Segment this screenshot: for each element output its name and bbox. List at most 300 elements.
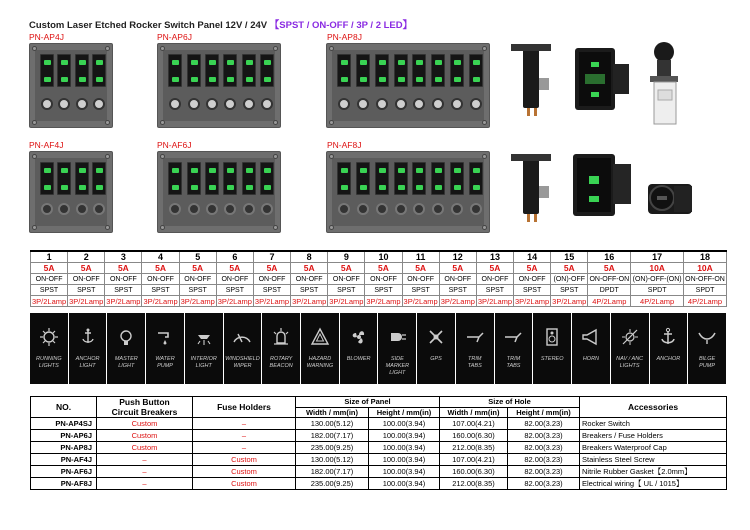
spec-cell-type: ON-OFF <box>253 274 290 285</box>
spec-cell-led: 3P/2Lamp <box>515 296 550 306</box>
circuit-breaker-button[interactable] <box>357 98 369 110</box>
spec-cell-num: 5 <box>179 251 216 263</box>
fuse-holder[interactable] <box>338 203 350 215</box>
panel-rocker-switch[interactable] <box>223 54 237 87</box>
switch-face-16 <box>611 313 650 384</box>
panel-rocker-switch[interactable] <box>57 54 71 87</box>
switch-face-17 <box>650 313 689 384</box>
panel-screw <box>105 120 110 125</box>
led-indicator <box>246 77 253 82</box>
header-accessories: Accessories <box>580 397 727 418</box>
switch-panel-ap8j <box>326 43 490 128</box>
header-panel-height: Height / mm(in) <box>369 407 440 418</box>
led-indicator <box>416 168 423 173</box>
fuse-holder[interactable] <box>169 203 181 215</box>
header-hole-height: Height / mm(in) <box>508 407 580 418</box>
detail-cell-acc: Rocker Switch <box>580 418 727 430</box>
led-indicator <box>96 185 103 190</box>
panel-rocker-switch[interactable] <box>187 54 201 87</box>
led-indicator <box>379 168 386 173</box>
spec-cell-amp: 5A <box>514 263 551 274</box>
fuse-holder[interactable] <box>395 203 407 215</box>
spec-row-led <box>31 296 727 307</box>
panel-rocker-switch[interactable] <box>450 54 464 87</box>
detail-cell-no: PN-AF8J <box>31 478 97 490</box>
spec-cell-led: 3P/2Lamp <box>329 296 364 306</box>
spec-cell-num: 10 <box>365 251 402 263</box>
led-indicator <box>191 168 198 173</box>
led-indicator <box>454 77 461 82</box>
circuit-breaker-button[interactable] <box>169 98 181 110</box>
model-label-ap8j: PN-AP8J <box>327 32 362 42</box>
fuse-holder[interactable] <box>76 203 88 215</box>
spec-cell-pole: DPDT <box>588 285 631 296</box>
panel-rocker-switch[interactable] <box>469 54 483 87</box>
anchor-light-icon <box>78 327 98 347</box>
panel-screw <box>329 46 334 51</box>
switch-face-label: WINDSHIELD WIPER <box>225 356 260 369</box>
detail-cell-acc: Breakers Waterproof Cap <box>580 442 727 454</box>
detail-cell-acc: Stainless Steel Screw <box>580 454 727 466</box>
spec-cell-pole: SPST <box>31 285 68 296</box>
led-indicator <box>360 168 367 173</box>
spec-cell-amp: 5A <box>588 263 631 274</box>
detail-cell-pw: 235.00(9.25) <box>296 442 369 454</box>
detail-cell-push: Custom <box>97 430 193 442</box>
spec-cell-amp: 5A <box>68 263 105 274</box>
led-indicator <box>341 60 348 65</box>
led-indicator <box>398 77 405 82</box>
fuse-holder[interactable] <box>41 203 53 215</box>
led-indicator <box>341 185 348 190</box>
water-pump-icon <box>155 327 175 347</box>
spec-cell-led: 3P/2Lamp <box>143 296 178 306</box>
switch-face-label: TRIM TABS <box>467 356 482 369</box>
circuit-breaker-button[interactable] <box>93 98 105 110</box>
led-indicator <box>416 60 423 65</box>
led-indicator <box>379 60 386 65</box>
led-indicator <box>172 168 179 173</box>
led-indicator <box>44 168 51 173</box>
panel-rocker-switch[interactable] <box>375 162 389 195</box>
circuit-breaker-button[interactable] <box>206 98 218 110</box>
spec-cell-type: ON-OFF <box>142 274 179 285</box>
spec-cell-num: 2 <box>68 251 105 263</box>
switch-face-label: MASTER LIGHT <box>114 356 138 369</box>
spec-cell-amp: 10A <box>684 263 727 274</box>
spec-cell-num: 9 <box>328 251 365 263</box>
circuit-breaker-button[interactable] <box>376 98 388 110</box>
master-light-icon <box>116 327 136 347</box>
circuit-breaker-button[interactable] <box>395 98 407 110</box>
spec-cell-pole: SPST <box>476 285 513 296</box>
switch-panel-af8j <box>326 151 490 233</box>
panel-screw <box>329 225 334 230</box>
fuse-holder[interactable] <box>93 203 105 215</box>
spec-cell-amp: 5A <box>31 263 68 274</box>
panel-rocker-switch[interactable] <box>242 162 256 195</box>
spec-cell-num: 8 <box>291 251 328 263</box>
spec-cell-pole: SPST <box>105 285 142 296</box>
detail-cell-hw: 160.00(6.30) <box>440 466 508 478</box>
panel-rocker-switch[interactable] <box>260 54 274 87</box>
detail-cell-acc: Electrical wiring【 UL / 1015】 <box>580 478 727 490</box>
led-indicator <box>227 168 234 173</box>
spec-cell-type: ON-OFF <box>179 274 216 285</box>
detail-cell-acc: Breakers / Fuse Holders <box>580 430 727 442</box>
detail-row <box>31 454 727 466</box>
led-indicator <box>96 60 103 65</box>
windshield-wiper-icon <box>232 327 252 347</box>
switch-face-label: HORN <box>582 356 600 362</box>
led-indicator <box>79 168 86 173</box>
led-indicator <box>341 168 348 173</box>
panel-screw <box>160 154 165 159</box>
panel-rocker-switch[interactable] <box>92 54 106 87</box>
panel-rocker-switch[interactable] <box>394 54 408 87</box>
panel-screw <box>273 225 278 230</box>
spec-cell-amp: 5A <box>105 263 142 274</box>
switch-face-12 <box>456 313 495 384</box>
anchor-icon <box>658 327 678 347</box>
detail-cell-hw: 212.00(8.35) <box>440 478 508 490</box>
model-label-ap6j: PN-AP6J <box>157 32 192 42</box>
spec-cell-type: ON-OFF <box>105 274 142 285</box>
panel-screw <box>160 225 165 230</box>
spec-row-pole <box>31 285 727 296</box>
spec-cell-led: 3P/2Lamp <box>217 296 252 306</box>
led-indicator <box>191 60 198 65</box>
panel-rocker-switch[interactable] <box>356 54 370 87</box>
panel-rocker-switch[interactable] <box>223 162 237 195</box>
spec-cell-led: 3P/2Lamp <box>477 296 513 306</box>
switch-face-14 <box>533 313 572 384</box>
switch-face-11 <box>417 313 456 384</box>
panel-rocker-switch[interactable] <box>92 162 106 195</box>
switch-face-2 <box>69 313 108 384</box>
detail-cell-push: – <box>97 454 193 466</box>
switch-face-6 <box>224 313 263 384</box>
led-indicator <box>416 185 423 190</box>
panel-rocker-switch[interactable] <box>469 162 483 195</box>
panel-screw <box>329 154 334 159</box>
fuse-holder[interactable] <box>413 203 425 215</box>
page-title <box>29 17 412 31</box>
header-panel-size: Size of Panel <box>296 397 440 408</box>
panel-face <box>35 50 107 121</box>
side-marker-light-icon <box>387 327 407 347</box>
led-indicator <box>61 60 68 65</box>
panel-rocker-switch[interactable] <box>260 162 274 195</box>
led-indicator <box>44 77 51 82</box>
led-indicator <box>454 168 461 173</box>
spec-cell-led: 4P/2Lamp <box>631 296 684 307</box>
switch-panel-af6j <box>157 151 281 233</box>
led-indicator <box>360 77 367 82</box>
detail-row <box>31 418 727 430</box>
spec-row-amperage <box>31 263 727 274</box>
spec-cell-amp: 5A <box>476 263 513 274</box>
switch-face-4 <box>146 313 185 384</box>
switch-face-label: SIDE MARKER LIGHT <box>385 356 410 376</box>
fuse-holder[interactable] <box>224 203 236 215</box>
switch-face-18 <box>688 313 727 384</box>
detail-cell-no: PN-AP4SJ <box>31 418 97 430</box>
led-indicator <box>264 168 271 173</box>
detail-row <box>31 478 727 490</box>
switch-face-label: ANCHOR <box>656 356 681 362</box>
panel-rocker-switch[interactable] <box>412 54 426 87</box>
panel-rocker-switch[interactable] <box>337 54 351 87</box>
led-indicator <box>360 185 367 190</box>
spec-cell-pole: SPST <box>402 285 439 296</box>
spec-cell-amp: 10A <box>631 263 684 274</box>
switch-face-label: BILGE PUMP <box>698 356 716 369</box>
led-indicator <box>379 185 386 190</box>
spec-cell-num: 16 <box>588 251 631 263</box>
led-indicator <box>416 77 423 82</box>
led-indicator <box>473 185 480 190</box>
spec-cell-led: 3P/2Lamp <box>69 296 104 306</box>
led-indicator <box>473 168 480 173</box>
spec-cell-pole: SPST <box>514 285 551 296</box>
header-no: NO. <box>31 397 97 418</box>
switch-face-7 <box>262 313 301 384</box>
circuit-breaker-button[interactable] <box>338 98 350 110</box>
detail-cell-push: – <box>97 466 193 478</box>
panel-screw <box>482 225 487 230</box>
panel-rocker-switch[interactable] <box>337 162 351 195</box>
spec-cell-type: ON-OFF <box>365 274 402 285</box>
detail-cell-ph: 100.00(3.94) <box>369 478 440 490</box>
spec-cell-led: 3P/2Lamp <box>254 296 290 306</box>
fuse-holder[interactable] <box>261 203 273 215</box>
detail-cell-hw: 107.00(4.21) <box>440 418 508 430</box>
circuit-breaker-button[interactable] <box>261 98 273 110</box>
panel-face <box>163 158 275 226</box>
switch-face-label: INTERIOR LIGHT <box>190 356 217 369</box>
interior-light-icon <box>194 327 214 347</box>
panel-screw <box>32 154 37 159</box>
spec-cell-amp: 5A <box>551 263 588 274</box>
detail-cell-ph: 100.00(3.94) <box>369 442 440 454</box>
fuse-holder[interactable] <box>451 203 463 215</box>
switch-face-label: ANCHOR LIGHT <box>75 356 100 369</box>
panel-rocker-switch[interactable] <box>412 162 426 195</box>
led-indicator <box>61 168 68 173</box>
panel-rocker-switch[interactable] <box>168 162 182 195</box>
fuse-holder[interactable] <box>376 203 388 215</box>
panel-screw <box>32 46 37 51</box>
panel-face <box>332 50 484 121</box>
panel-rocker-switch[interactable] <box>450 162 464 195</box>
spec-cell-led: 4P/2Lamp <box>684 296 727 307</box>
spec-cell-num: 7 <box>253 251 290 263</box>
led-indicator <box>264 60 271 65</box>
detail-cell-pw: 182.00(7.17) <box>296 430 369 442</box>
spec-row-switch-type <box>31 274 727 285</box>
circuit-breaker-button[interactable] <box>224 98 236 110</box>
fuse-holder[interactable] <box>357 203 369 215</box>
fuse-holder[interactable] <box>432 203 444 215</box>
circuit-breaker-button[interactable] <box>470 98 482 110</box>
led-indicator <box>172 185 179 190</box>
panel-rocker-switch[interactable] <box>205 162 219 195</box>
panel-rocker-switch[interactable] <box>205 54 219 87</box>
panel-rocker-switch[interactable] <box>356 162 370 195</box>
spec-cell-num: 12 <box>439 251 476 263</box>
spec-cell-type: ON-OFF <box>291 274 328 285</box>
switch-panel-ap4j <box>29 43 113 128</box>
model-label-ap4j: PN-AP4J <box>29 32 64 42</box>
panel-screw <box>105 225 110 230</box>
fuse-holder[interactable] <box>470 203 482 215</box>
spec-cell-type: ON-OFF <box>514 274 551 285</box>
led-indicator <box>454 60 461 65</box>
switch-panel-af4j <box>29 151 113 233</box>
spec-cell-num: 6 <box>216 251 253 263</box>
circuit-breaker-button[interactable] <box>58 98 70 110</box>
panel-rocker-switch[interactable] <box>57 162 71 195</box>
circuit-breaker-button[interactable] <box>76 98 88 110</box>
circuit-breaker-button[interactable] <box>41 98 53 110</box>
spec-cell-amp: 5A <box>142 263 179 274</box>
switch-face-10 <box>378 313 417 384</box>
circuit-breaker-button[interactable] <box>413 98 425 110</box>
model-detail-table <box>30 396 727 490</box>
spec-cell-pole: SPST <box>328 285 365 296</box>
circuit-breaker-button[interactable] <box>243 98 255 110</box>
page-title-main: Custom Laser Etched Rocker Switch Panel 12V / 24V <box>29 20 270 31</box>
detail-row <box>31 466 727 478</box>
header-panel-width: Width / mm(in) <box>296 407 369 418</box>
switch-face-5 <box>185 313 224 384</box>
spec-cell-amp: 5A <box>291 263 328 274</box>
detail-cell-hh: 82.00(3.23) <box>508 454 580 466</box>
detail-cell-hh: 82.00(3.23) <box>508 478 580 490</box>
detail-cell-fuse: – <box>193 442 296 454</box>
led-indicator <box>209 168 216 173</box>
detail-cell-fuse: Custom <box>193 454 296 466</box>
spec-cell-pole: SPST <box>142 285 179 296</box>
spec-cell-num: 4 <box>142 251 179 263</box>
fuse-holder[interactable] <box>206 203 218 215</box>
panel-screw <box>482 154 487 159</box>
led-indicator <box>246 185 253 190</box>
led-indicator <box>44 60 51 65</box>
breaker-photo <box>640 40 690 132</box>
led-indicator <box>209 60 216 65</box>
detail-cell-fuse: – <box>193 418 296 430</box>
panel-rocker-switch[interactable] <box>40 162 54 195</box>
switch-face-label: BLOWER <box>346 356 371 362</box>
detail-cell-fuse: – <box>193 430 296 442</box>
header-fuse-holders: Fuse Holders <box>193 397 296 418</box>
spec-cell-pole: SPDT <box>631 285 684 296</box>
panel-rocker-switch[interactable] <box>40 54 54 87</box>
led-indicator <box>473 77 480 82</box>
spec-cell-type: ON-OFF <box>328 274 365 285</box>
led-indicator <box>172 77 179 82</box>
switch-spec-table <box>30 250 727 307</box>
header-hole-width: Width / mm(in) <box>440 407 508 418</box>
led-indicator <box>172 60 179 65</box>
running-lights-icon <box>39 327 59 347</box>
led-indicator <box>435 77 442 82</box>
switch-face-8 <box>301 313 340 384</box>
panel-rocker-switch[interactable] <box>431 54 445 87</box>
stereo-icon <box>542 327 562 347</box>
fuse-holder[interactable] <box>243 203 255 215</box>
spec-cell-pole: SPST <box>68 285 105 296</box>
spec-cell-type: ON-OFF <box>31 274 68 285</box>
switch-panel-ap6j <box>157 43 281 128</box>
spec-cell-amp: 5A <box>402 263 439 274</box>
model-label-af6j: PN-AF6J <box>157 140 192 150</box>
circuit-breaker-button[interactable] <box>451 98 463 110</box>
circuit-breaker-button[interactable] <box>432 98 444 110</box>
spec-cell-pole: SPST <box>365 285 402 296</box>
detail-cell-hw: 160.00(6.30) <box>440 430 508 442</box>
spec-cell-led: 3P/2Lamp <box>403 296 438 306</box>
spec-cell-num: 1 <box>31 251 68 263</box>
switch-face-13 <box>495 313 534 384</box>
panel-rocker-switch[interactable] <box>431 162 445 195</box>
panel-rocker-switch[interactable] <box>187 162 201 195</box>
blower-icon <box>349 327 369 347</box>
led-indicator <box>246 60 253 65</box>
panel-screw <box>273 120 278 125</box>
led-indicator <box>227 77 234 82</box>
panel-screw <box>32 225 37 230</box>
led-indicator <box>435 168 442 173</box>
detail-cell-acc: Nitrile Rubber Gasket【2.0mm】 <box>580 466 727 478</box>
fuse-holder[interactable] <box>188 203 200 215</box>
detail-cell-ph: 100.00(3.94) <box>369 466 440 478</box>
detail-cell-fuse: Custom <box>193 478 296 490</box>
rotary-beacon-icon <box>271 327 291 347</box>
led-indicator <box>398 60 405 65</box>
detail-cell-push: Custom <box>97 418 193 430</box>
circuit-breaker-button[interactable] <box>188 98 200 110</box>
spec-cell-amp: 5A <box>216 263 253 274</box>
panel-rocker-switch[interactable] <box>168 54 182 87</box>
spec-cell-pole: SPDT <box>684 285 727 296</box>
led-indicator <box>61 77 68 82</box>
detail-cell-no: PN-AF4J <box>31 454 97 466</box>
panel-screw <box>482 120 487 125</box>
panel-rocker-switch[interactable] <box>375 54 389 87</box>
panel-rocker-switch[interactable] <box>75 54 89 87</box>
panel-screw <box>105 46 110 51</box>
rocker-side-photo <box>505 38 565 118</box>
panel-face <box>35 158 107 226</box>
switch-icon-strip <box>30 313 727 384</box>
panel-rocker-switch[interactable] <box>75 162 89 195</box>
trim-tabs-icon <box>503 327 523 347</box>
detail-cell-push: Custom <box>97 442 193 454</box>
panel-rocker-switch[interactable] <box>242 54 256 87</box>
spec-cell-type: ON-OFF <box>476 274 513 285</box>
panel-screw <box>105 154 110 159</box>
panel-screw <box>273 154 278 159</box>
detail-cell-hh: 82.00(3.23) <box>508 418 580 430</box>
fuse-holder[interactable] <box>58 203 70 215</box>
panel-rocker-switch[interactable] <box>394 162 408 195</box>
trim-tabs-icon <box>465 327 485 347</box>
led-indicator <box>264 77 271 82</box>
switch-face-3 <box>107 313 146 384</box>
